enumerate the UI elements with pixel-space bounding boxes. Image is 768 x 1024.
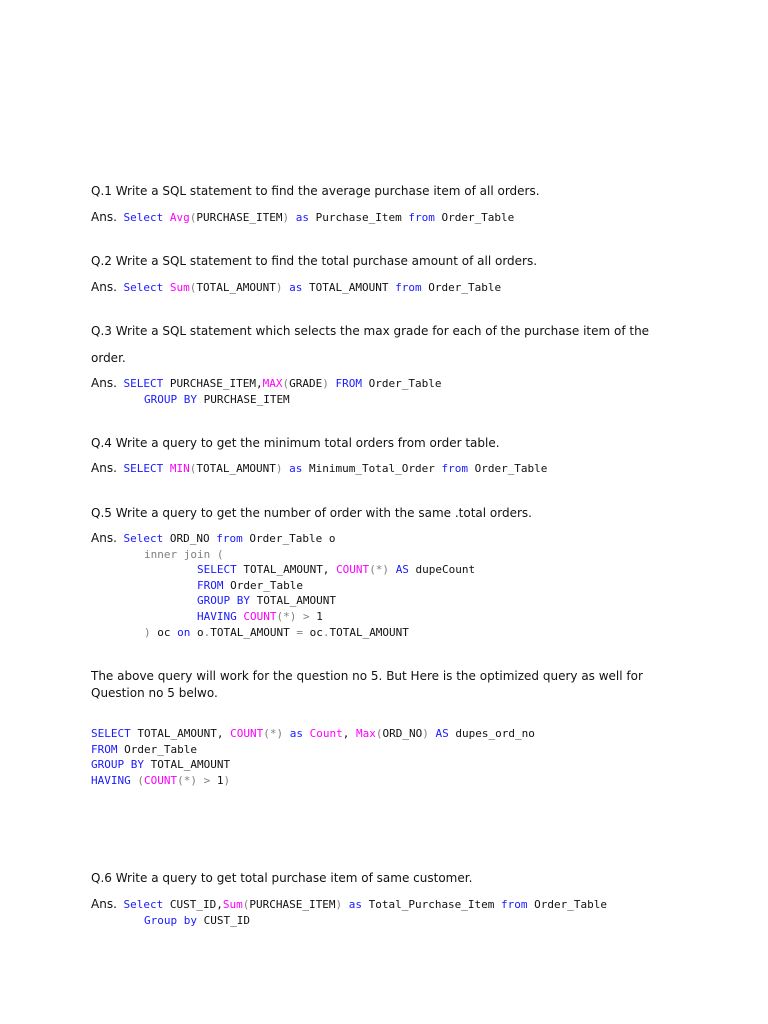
answer-5: Ans. Select ORD_NO from Order_Table o inner join ( SELECT TOTAL_AMOUNT, COUNT(*) AS dupeCount FROM Order_Table GROUP BY TOTAL_AMOUNT HAVING COUNT(*) > 1 ) oc on o.TOTAL_AMOUNT = oc.TOTAL_AMOUNT xyxy=(91,531,476,639)
ans-label: Ans. xyxy=(91,461,117,475)
ans-label: Ans. xyxy=(91,897,117,911)
question-1: Q.1 Write a SQL statement to find the average purchase item of all orders. xyxy=(91,184,540,198)
answer-4: Ans. SELECT MIN(TOTAL_AMOUNT) as Minimum_Total_Order from Order_Table xyxy=(91,461,548,475)
question-3-line-1: Q.3 Write a SQL statement which selects the max grade for each of the purchase item of the xyxy=(91,324,650,338)
ans-label: Ans. xyxy=(91,210,117,224)
question-2: Q.2 Write a SQL statement to find the total purchase amount of all orders. xyxy=(91,254,538,268)
question-4: Q.4 Write a query to get the minimum total orders from order table. xyxy=(91,436,500,450)
question-6: Q.6 Write a query to get total purchase item of same customer. xyxy=(91,871,473,885)
ans-label: Ans. xyxy=(91,531,117,545)
answer-6: Ans. Select CUST_ID,Sum(PURCHASE_ITEM) as Total_Purchase_Item from Order_Table Group by CUST_ID xyxy=(91,897,608,927)
ans-label: Ans. xyxy=(91,376,117,390)
question-5: Q.5 Write a query to get the number of order with the same .total orders. xyxy=(91,506,532,520)
answer-1: Ans. Select Avg(PURCHASE_ITEM) as Purchase_Item from Order_Table xyxy=(91,210,515,224)
question-3-line-2: order. xyxy=(91,351,126,365)
ans-label: Ans. xyxy=(91,280,117,294)
answer-3: Ans. SELECT PURCHASE_ITEM,MAX(GRADE) FROM Order_Table GROUP BY PURCHASE_ITEM xyxy=(91,376,442,406)
optimized-query-note: The above query will work for the question no 5. But Here is the optimized query as well for Question no 5 belwo. xyxy=(91,669,643,700)
answer-2: Ans. Select Sum(TOTAL_AMOUNT) as TOTAL_AMOUNT from Order_Table xyxy=(91,280,502,294)
optimized-query: SELECT TOTAL_AMOUNT, COUNT(*) as Count, Max(ORD_NO) AS dupes_ord_no FROM Order_Table GROUP BY TOTAL_AMOUNT HAVING (COUNT(*) > 1) xyxy=(91,727,535,787)
